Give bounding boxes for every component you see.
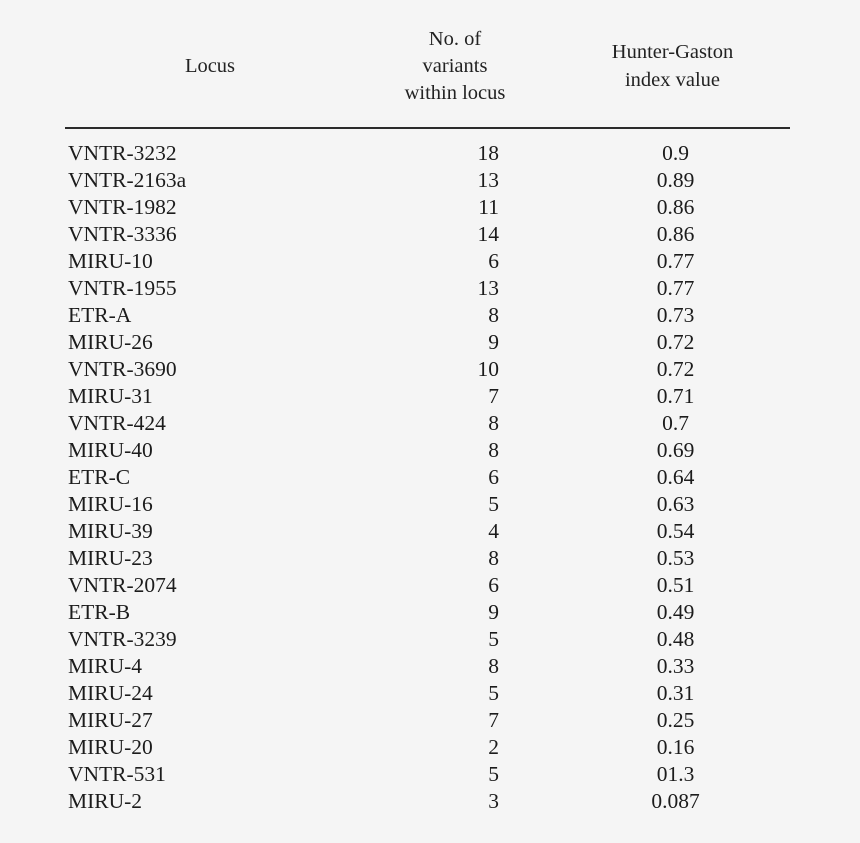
table-header-row xyxy=(65,18,790,128)
cell-index: 0.72 xyxy=(656,356,695,381)
cell-index: 0.69 xyxy=(656,437,695,462)
cell-variants: 7 xyxy=(488,707,499,732)
column-header-locus xyxy=(65,18,355,128)
cell-index: 0.53 xyxy=(656,545,695,570)
cell-variants: 4 xyxy=(488,518,499,543)
column-header-variants-line-1: No. of xyxy=(428,27,482,50)
cell-variants: 6 xyxy=(488,248,499,273)
table-row xyxy=(65,329,790,356)
table-row xyxy=(65,680,790,707)
cell-locus: VNTR-531 xyxy=(68,761,166,786)
table-row xyxy=(65,788,790,815)
column-header-index xyxy=(555,18,790,128)
cell-index: 0.73 xyxy=(656,302,695,327)
cell-index: 0.89 xyxy=(656,167,695,192)
table-row xyxy=(65,167,790,194)
cell-index: 0.63 xyxy=(656,491,695,516)
table-row xyxy=(65,626,790,653)
column-header-variants-line-2: variants xyxy=(422,54,488,77)
cell-index: 0.48 xyxy=(656,626,695,651)
cell-locus: MIRU-23 xyxy=(68,545,153,570)
table-row xyxy=(65,437,790,464)
cell-index: 0.9 xyxy=(662,140,689,165)
cell-variants: 6 xyxy=(488,572,499,597)
cell-variants: 13 xyxy=(477,167,499,192)
cell-variants: 5 xyxy=(488,680,499,705)
cell-variants: 3 xyxy=(488,788,499,813)
cell-locus: VNTR-2074 xyxy=(68,572,177,597)
table-row xyxy=(65,653,790,680)
cell-locus: MIRU-40 xyxy=(68,437,153,462)
cell-locus: MIRU-4 xyxy=(68,653,143,678)
table-row xyxy=(65,599,790,626)
cell-index: 0.64 xyxy=(656,464,695,489)
cell-index: 0.087 xyxy=(651,788,700,813)
column-header-index-line-1: Hunter-Gaston xyxy=(611,41,734,64)
cell-variants: 18 xyxy=(477,140,499,165)
cell-locus: MIRU-26 xyxy=(68,329,153,354)
cell-locus: ETR-A xyxy=(68,302,132,327)
table-row xyxy=(65,383,790,410)
cell-variants: 8 xyxy=(488,545,499,570)
cell-variants: 8 xyxy=(488,437,499,462)
column-header-locus-label: Locus xyxy=(184,54,236,77)
table-row xyxy=(65,734,790,761)
cell-variants: 10 xyxy=(477,356,499,381)
table-row xyxy=(65,248,790,275)
cell-locus: MIRU-24 xyxy=(68,680,153,705)
locus-table xyxy=(65,18,790,815)
cell-index: 0.31 xyxy=(656,680,695,705)
cell-variants: 5 xyxy=(488,761,499,786)
cell-variants: 8 xyxy=(488,302,499,327)
table-row xyxy=(65,194,790,221)
cell-variants: 13 xyxy=(477,275,499,300)
table-body xyxy=(65,128,790,815)
cell-locus: VNTR-3336 xyxy=(68,221,177,246)
table-row xyxy=(65,356,790,383)
cell-variants: 14 xyxy=(477,221,499,246)
cell-index: 0.54 xyxy=(656,518,695,543)
cell-variants: 11 xyxy=(478,194,499,219)
table-row xyxy=(65,410,790,437)
cell-locus: ETR-C xyxy=(68,464,131,489)
cell-variants: 2 xyxy=(488,734,499,759)
cell-index: 0.49 xyxy=(656,599,695,624)
table-row xyxy=(65,221,790,248)
cell-locus: VNTR-424 xyxy=(68,410,166,435)
cell-index: 01.3 xyxy=(656,761,695,786)
locus-table-container xyxy=(65,18,790,815)
cell-locus: MIRU-10 xyxy=(68,248,153,273)
cell-index: 0.72 xyxy=(656,329,695,354)
cell-variants: 7 xyxy=(488,383,499,408)
cell-locus: VNTR-2163a xyxy=(68,167,187,192)
cell-locus: ETR-B xyxy=(68,599,131,624)
cell-locus: MIRU-27 xyxy=(68,707,153,732)
cell-locus: MIRU-39 xyxy=(68,518,153,543)
cell-locus: MIRU-20 xyxy=(68,734,153,759)
cell-index: 0.71 xyxy=(656,383,695,408)
cell-variants: 8 xyxy=(488,410,499,435)
cell-variants: 9 xyxy=(488,329,499,354)
cell-index: 0.86 xyxy=(656,221,695,246)
cell-variants: 5 xyxy=(488,491,499,516)
cell-locus: VNTR-1955 xyxy=(68,275,177,300)
table-row xyxy=(65,491,790,518)
column-header-index-line-2: index value xyxy=(624,68,721,91)
table-row xyxy=(65,707,790,734)
cell-locus: VNTR-3239 xyxy=(68,626,177,651)
table-row xyxy=(65,275,790,302)
cell-locus: VNTR-3690 xyxy=(68,356,177,381)
table-row xyxy=(65,761,790,788)
cell-index: 0.77 xyxy=(656,275,695,300)
cell-variants: 9 xyxy=(488,599,499,624)
cell-locus: VNTR-1982 xyxy=(68,194,177,219)
cell-locus: MIRU-31 xyxy=(68,383,153,408)
cell-index: 0.16 xyxy=(656,734,695,759)
cell-index: 0.25 xyxy=(656,707,695,732)
cell-locus: MIRU-16 xyxy=(68,491,153,516)
cell-index: 0.33 xyxy=(656,653,695,678)
cell-variants: 5 xyxy=(488,626,499,651)
cell-index: 0.77 xyxy=(656,248,695,273)
cell-index: 0.86 xyxy=(656,194,695,219)
table-row xyxy=(65,572,790,599)
table-row xyxy=(65,518,790,545)
table-head xyxy=(65,18,790,128)
cell-locus: VNTR-3232 xyxy=(68,140,177,165)
table-row xyxy=(65,128,790,167)
cell-variants: 8 xyxy=(488,653,499,678)
cell-index: 0.51 xyxy=(656,572,695,597)
cell-locus: MIRU-2 xyxy=(68,788,143,813)
column-header-variants xyxy=(355,18,555,128)
table-row xyxy=(65,302,790,329)
table-row xyxy=(65,464,790,491)
cell-variants: 6 xyxy=(488,464,499,489)
column-header-variants-line-3: within locus xyxy=(404,82,506,105)
table-row xyxy=(65,545,790,572)
cell-index: 0.7 xyxy=(662,410,689,435)
